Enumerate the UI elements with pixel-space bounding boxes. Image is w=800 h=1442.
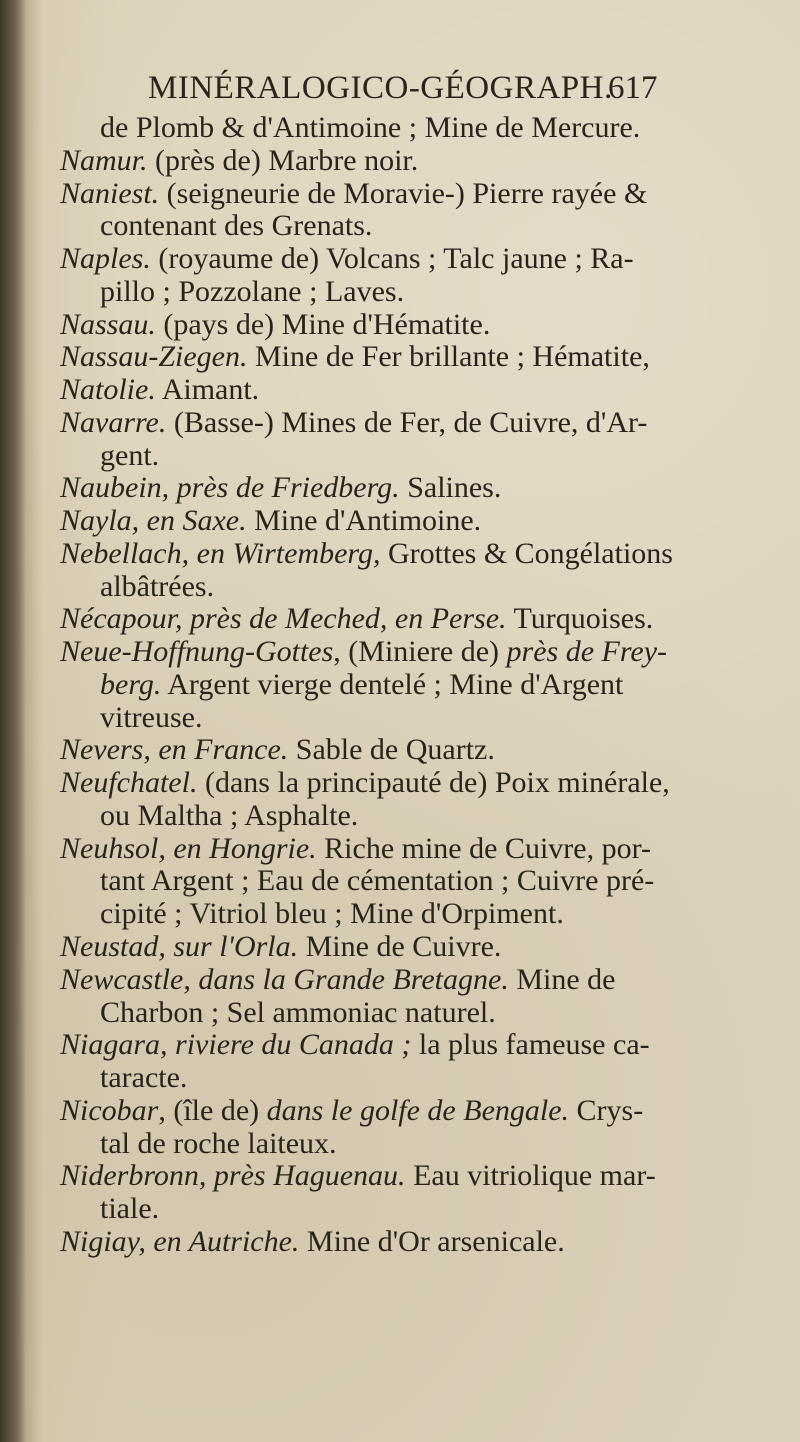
entry-term: Nassau.: [60, 307, 156, 341]
entry-text: Turquoises.: [506, 602, 654, 636]
entry-term: Neufchatel.: [60, 766, 198, 800]
entry-text: Argent vierge dentelé ; Mine d'Argent: [161, 667, 624, 701]
entry-term: Navarre.: [60, 405, 167, 439]
entry-location: , en France.: [143, 733, 289, 767]
entry-term: Naubein: [60, 471, 162, 505]
entry-location: dans le golfe de Bengale.: [266, 1093, 570, 1127]
entry-text: taracte.: [100, 1061, 188, 1095]
entry-term: Neuhsol: [60, 831, 159, 865]
entry-text: tiale.: [100, 1192, 160, 1226]
entry-text: ou Maltha ; Asphalte.: [100, 798, 359, 832]
entry-text: pillo ; Pozzolane ; Laves.: [100, 274, 405, 308]
entry-term: Nevers: [60, 733, 144, 767]
entry-text: Aimant.: [155, 373, 260, 407]
entry-text: Mine de Fer brillante ; Hématite,: [247, 340, 650, 374]
entry-text: Charbon ; Sel ammoniac naturel.: [100, 995, 496, 1029]
entry-location: , en Hongrie.: [158, 831, 317, 865]
entry-term: Natolie.: [60, 373, 156, 407]
dictionary-entries: [0, 108, 800, 1258]
entry-term: Nassau-Ziegen.: [60, 340, 248, 374]
entry-location: , sur l'Orla.: [158, 930, 299, 963]
entry-text: (royaume de) Volcans ; Talc jaune ; Ra-: [150, 242, 634, 276]
entry-term: Nebellach: [60, 536, 182, 570]
entry-text: gent.: [100, 438, 160, 472]
entry-location: près de Frey-: [506, 635, 668, 669]
entry-term: Newcastle: [60, 962, 184, 996]
entry-text: vitreuse.: [100, 700, 203, 734]
entry-text: cipité ; Vitriol bleu ; Mine d'Orpiment.: [100, 897, 564, 931]
entry-term: Neustad: [60, 930, 159, 963]
entry-location: , riviere du Canada ;: [160, 1028, 412, 1062]
entry-location: , près de Meched, en Perse.: [175, 602, 507, 636]
entry-location: , en Saxe.: [131, 504, 247, 538]
entry-term: Namur.: [60, 143, 148, 177]
entry-location: berg.: [100, 667, 162, 701]
entry-text: Crys-: [569, 1093, 644, 1127]
entry-text: Mine d'Or arsenicale.: [299, 1224, 565, 1258]
entry-text: Mine d'Antimoine.: [246, 504, 482, 538]
entry-text: albâtrées.: [100, 569, 215, 603]
entry-text: la plus fameuse ca-: [411, 1028, 650, 1062]
entry-text: de Plomb & d'Antimoine ; Mine de Mercure.: [100, 111, 641, 144]
entry-text: (près de) Marbre noir.: [147, 143, 419, 177]
entry-text: (pays de) Mine d'Hématite.: [155, 307, 491, 341]
entry-location: , près Haguenau.: [198, 1159, 406, 1193]
entry-text: , (Miniere de): [333, 635, 507, 669]
entry-text: Eau vitriolique mar-: [405, 1159, 656, 1193]
entry-text: (dans la principauté de) Poix minérale,: [197, 766, 670, 800]
entry-text: (seigneurie de Moravie-) Pierre rayée &: [159, 176, 648, 210]
entry-term: Nicobar: [60, 1093, 159, 1127]
entry-location: , en Autriche.: [138, 1224, 300, 1258]
page-title: MINÉRALOGICO-GÉOGRAPH.: [148, 70, 613, 106]
entry-location: , en Wirtemberg,: [181, 536, 381, 570]
entry-text: , (île de): [158, 1093, 267, 1127]
entry-term: Nayla: [60, 504, 132, 538]
entry-text: Grottes & Congélations: [380, 536, 673, 570]
entry-text: (Basse-) Mines de Fer, de Cuivre, d'Ar-: [166, 405, 648, 439]
entry-text: tal de roche laiteux.: [100, 1126, 337, 1160]
entry-term: Niderbronn: [60, 1159, 199, 1193]
text-line: [60, 1222, 565, 1262]
entry-term: Naniest.: [60, 176, 160, 210]
page-number: 617: [608, 70, 658, 106]
entry-text: contenant des Grenats.: [100, 209, 373, 243]
entry-text: Salines.: [399, 471, 502, 505]
entry-term: Nécapour: [60, 602, 175, 636]
entry-term: Naples.: [60, 242, 151, 276]
entry-location: , dans la Grande Bretagne.: [183, 962, 509, 996]
entry-text: tant Argent ; Eau de cémentation ; Cuivre pré-: [100, 864, 655, 898]
entry-term: Niagara: [60, 1028, 161, 1062]
entry-term: Nigiay: [60, 1224, 139, 1258]
entry-term: Neue-Hoffnung-Gottes: [60, 635, 334, 669]
entry-text: Sable de Quartz.: [288, 733, 495, 767]
entry-location: , près de Friedberg.: [161, 471, 400, 505]
entry-text: Mine de Cuivre.: [298, 930, 502, 963]
entry-text: Mine de: [508, 962, 616, 996]
entry-text: Riche mine de Cuivre, por-: [316, 831, 651, 865]
